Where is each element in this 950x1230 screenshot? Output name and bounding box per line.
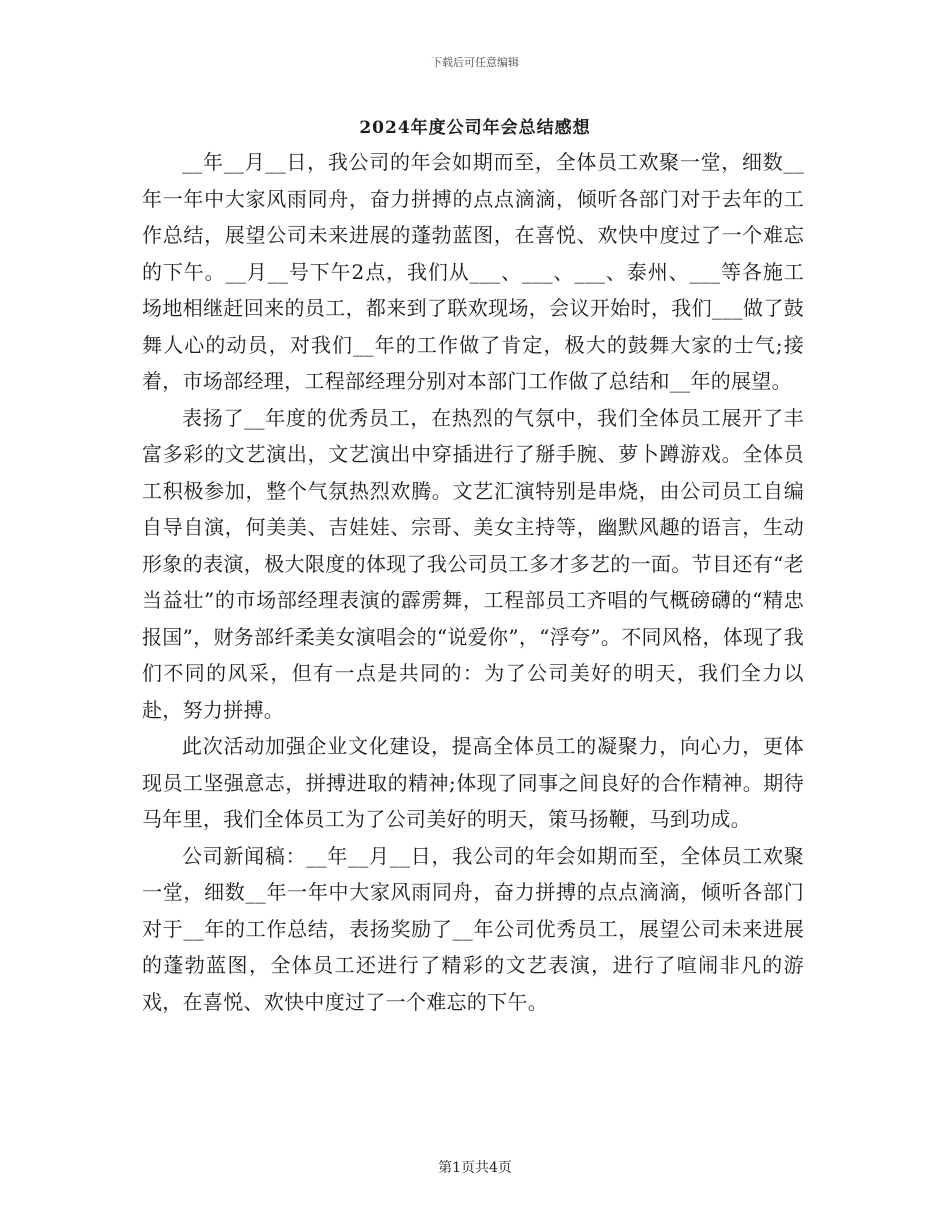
document-title: 2024年度公司年会总结感想 — [359, 118, 591, 138]
paragraph-1: __年__月__日，我公司的年会如期而至，全体员工欢聚一堂，细数__年一年中大家风雨同舟，奋力拼搏的点点滴滴，倾听各部门对于去年的工作总结，展望公司未来进展的蓬勃蓝图，在喜悦、欢快中度过了一个难忘的下午。__月__号下午2点，我们从___、___、___、泰州、___等各施工场地相继赶回来的员工，都来到了联欢现场，会议开始时，我们___做了鼓舞人心的动员，对我们__年的工作做了肯定，极大的鼓舞大家的士气;接着，市场部经理，工程部经理分别对本部门工作做了总结和__年的展望。 — [142, 150, 804, 393]
paragraph-4: 公司新闻稿：__年__月__日，我公司的年会如期而至，全体员工欢聚一堂，细数__年一年中大家风雨同舟，奋力拼搏的点点滴滴，倾听各部门对于__年的工作总结，表扬奖励了__年公司优秀员工，展望公司未来进展的蓬勃蓝图，全体员工还进行了精彩的文艺表演，进行了喧闹非凡的游戏，在喜悦、欢快中度过了一个难忘的下午。 — [142, 843, 804, 1014]
page-number: 第1页共4页 — [438, 1160, 512, 1176]
paragraph-3: 此次活动加强企业文化建设，提高全体员工的凝聚力，向心力，更体现员工坚强意志，拼搏进取的精神;体现了同事之间良好的合作精神。期待马年里，我们全体员工为了公司美好的明天，策马扬鞭，马到功成。 — [142, 734, 804, 831]
header-note: 下载后可任意编辑 — [431, 56, 519, 69]
paragraph-2: 表扬了__年度的优秀员工，在热烈的气氛中，我们全体员工展开了丰富多彩的文艺演出，文艺演出中穿插进行了掰手腕、萝卜蹲游戏。全体员工积极参加，整个气氛热烈欢腾。文艺汇演特别是串烧，由公司员工自编自导自演，何美美、吉娃娃、宗哥、美女主持等，幽默风趣的语言，生动形象的表演，极大限度的体现了我公司员工多才多艺的一面。节目还有“老当益壮”的市场部经理表演的霹雳舞，工程部员工齐唱的气概磅礴的“精忠报国”，财务部纤柔美女演唱会的“说爱你”，“浮夸”。不同风格，体现了我们不同的风采，但有一点是共同的：为了公司美好的明天，我们全力以赴，努力拼搏。 — [142, 405, 804, 722]
document-body — [142, 144, 804, 1020]
